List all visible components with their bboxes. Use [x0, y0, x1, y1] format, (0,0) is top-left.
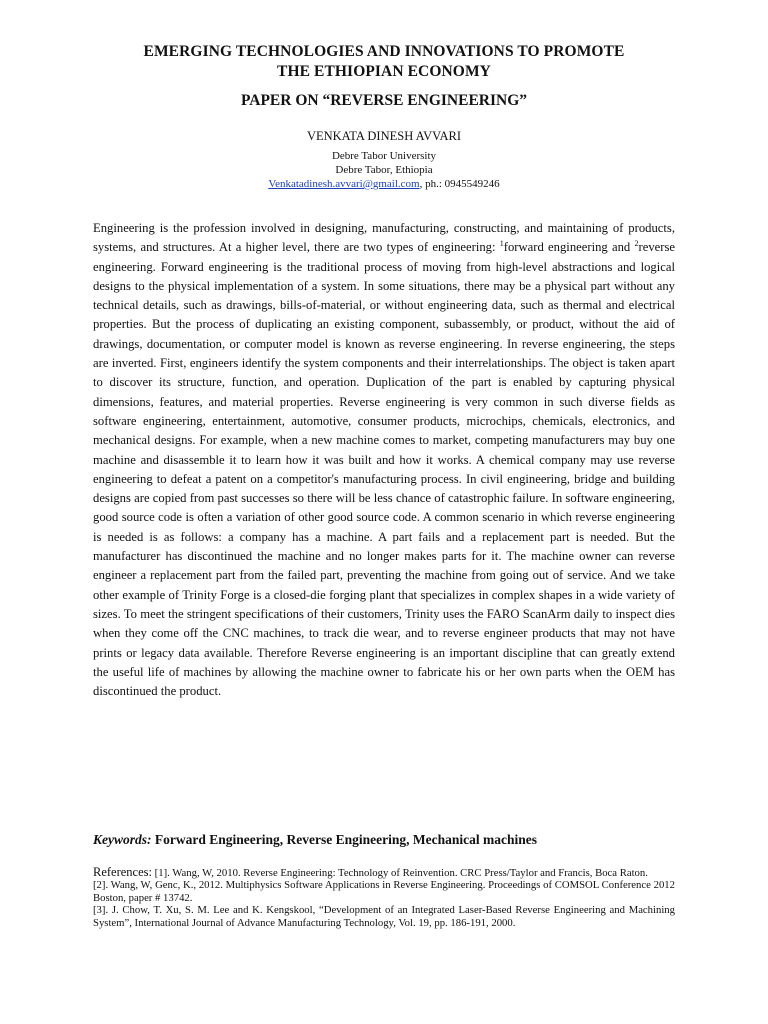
reference-item-2: [2]. Wang, W, Genc, K., 2012. Multiphysics Software Applications in Reverse Engineering. Proceedings of COMSOL Conference 2012 Boston, paper # 13742. [93, 879, 675, 904]
paper-title [60, 42, 708, 82]
author-university: Debre Tabor University [331, 150, 437, 162]
abstract-footnote-2: 2 [634, 239, 639, 249]
keywords-label: Keywords: [93, 832, 152, 847]
keywords-text: Forward Engineering, Reverse Engineering, Mechanical machines [151, 832, 537, 847]
references-section [93, 866, 675, 929]
abstract-text-1: Engineering is the profession involved in designing, manufacturing, constructing, and maintaining of products, systems, and structures. At a higher level, there are two types of engineering: [93, 221, 675, 255]
abstract-footnote-1: 1 [499, 239, 504, 249]
author-affiliation [60, 149, 708, 191]
abstract-paragraph [93, 219, 675, 701]
author-phone: , ph.: 0945549246 [419, 178, 500, 190]
reference-item-1 [93, 866, 675, 879]
reference-item-3: [3]. J. Chow, T. Xu, S. M. Lee and K. Kengskool, “Development of an Integrated Laser-Based Reverse Engineering and Machining System”, International Journal of Advance Manufacturing Technology, Vol. 19, pp. 186-191, 2000. [93, 904, 675, 929]
title-line-2: THE ETHIOPIAN ECONOMY [277, 63, 491, 80]
abstract-text-2: forward engineering and [503, 240, 635, 255]
author-contact [60, 177, 708, 191]
paper-subtitle: PAPER ON “REVERSE ENGINEERING” [240, 92, 528, 109]
reference-1-text: [1]. Wang, W, 2010. Reverse Engineering: Technology of Reinvention. CRC Press/Taylor and Francis, Boca Raton. [152, 867, 648, 879]
abstract-text-3: reverse engineering. Forward engineering is the traditional process of moving from high-level abstractions and logical designs to the physical implementation of a system. In some situations, there may be a physical part without any technical details, such as drawings, bills-of-material, or without engineering data, such as thermal and electrical properties. But the process of duplicating an existing component, subassembly, or product, without the aid of drawings, documentation, or computer model is known as reverse engineering. In reverse engineering, the steps are inverted. First, engineers identify the system components and their interrelationships. The object is taken apart to discover its structure, function, and operation. Duplication of the part is enabled by capturing physical dimensions, features, and material properties. Reverse engineering is very common in such diverse fields as software engineering, entertainment, automotive, consumer products, microchips, chemicals, electronics, and mechanical designs. For example, when a new machine comes to market, competing manufacturers may buy one machine and disassemble it to learn how it was built and how it works. A chemical company may use reverse engineering to defeat a patent on a competitor's manufacturing process. In civil engineering, bridge and building designs are copied from past successes so there will be less chance of catastrophic failure. In software engineering, good source code is often a variation of other good source code. A common scenario in which reverse engineering is needed is as follows: a company has a machine. A part fails and a replacement part is needed. But the manufacturer has discontinued the machine and no longer makes parts for it. The machine owner can reverse engineer a replacement part from the failed part, preventing the machine from going out of service. And we take other example of Trinity Forge is a closed-die forging plant that specializes in complex shapes in a wide variety of sizes. To meet the stringent specifications of their customers, Trinity uses the FARO ScanArm daily to inspect dies when they come off the CNC machines, to track die wear, and to reverse engineer products that may not have prints or legacy data available. Therefore Reverse engineering is an important discipline that can greatly extend the useful life of machines by allowing the machine owner to fabricate his or her own parts when the OEM has discontinued the product. [93, 240, 675, 699]
author-location: Debre Tabor, Ethiopia [335, 164, 433, 176]
author-email-link[interactable]: Venkatadinesh.avvari@gmail.com [268, 178, 420, 190]
author-name: VENKATA DINESH AVVARI [306, 129, 462, 143]
references-label: References: [93, 865, 152, 879]
title-line-1: EMERGING TECHNOLOGIES AND INNOVATIONS TO PROMOTE [143, 43, 625, 60]
keywords-line [93, 831, 693, 849]
